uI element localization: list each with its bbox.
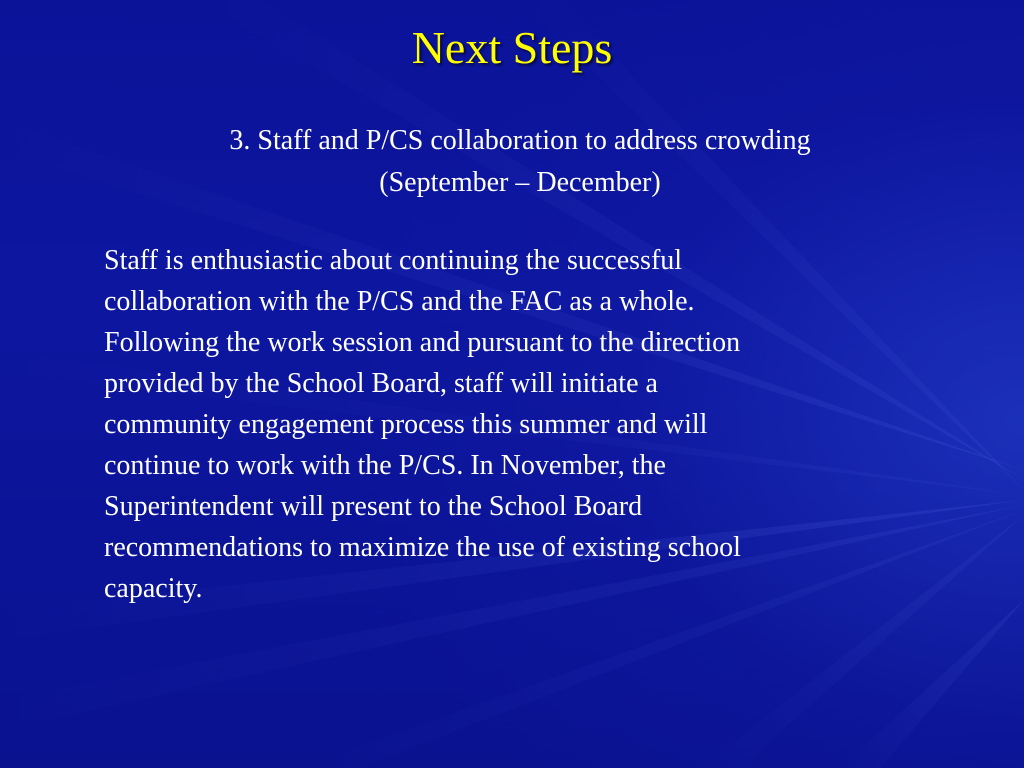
body-line: Superintendent will present to the School Board xyxy=(104,491,643,522)
slide-body-paragraph xyxy=(104,240,924,609)
subheading-line-1: 3. Staff and P/CS collaboration to address crowding xyxy=(229,125,811,156)
body-line: provided by the School Board, staff will initiate a xyxy=(104,368,658,399)
body-line: collaboration with the P/CS and the FAC as a whole. xyxy=(104,286,695,317)
body-line: Following the work session and pursuant to the direction xyxy=(104,327,741,358)
slide-subheading xyxy=(110,120,930,204)
body-line: capacity. xyxy=(104,573,203,604)
body-line: community engagement process this summer and will xyxy=(104,409,708,440)
body-line: recommendations to maximize the use of existing school xyxy=(104,532,741,563)
slide-title: Next Steps xyxy=(411,22,613,73)
subheading-line-2: (September – December) xyxy=(379,167,661,198)
body-line: continue to work with the P/CS. In November, the xyxy=(104,450,666,481)
body-line: Staff is enthusiastic about continuing the successful xyxy=(104,245,683,276)
